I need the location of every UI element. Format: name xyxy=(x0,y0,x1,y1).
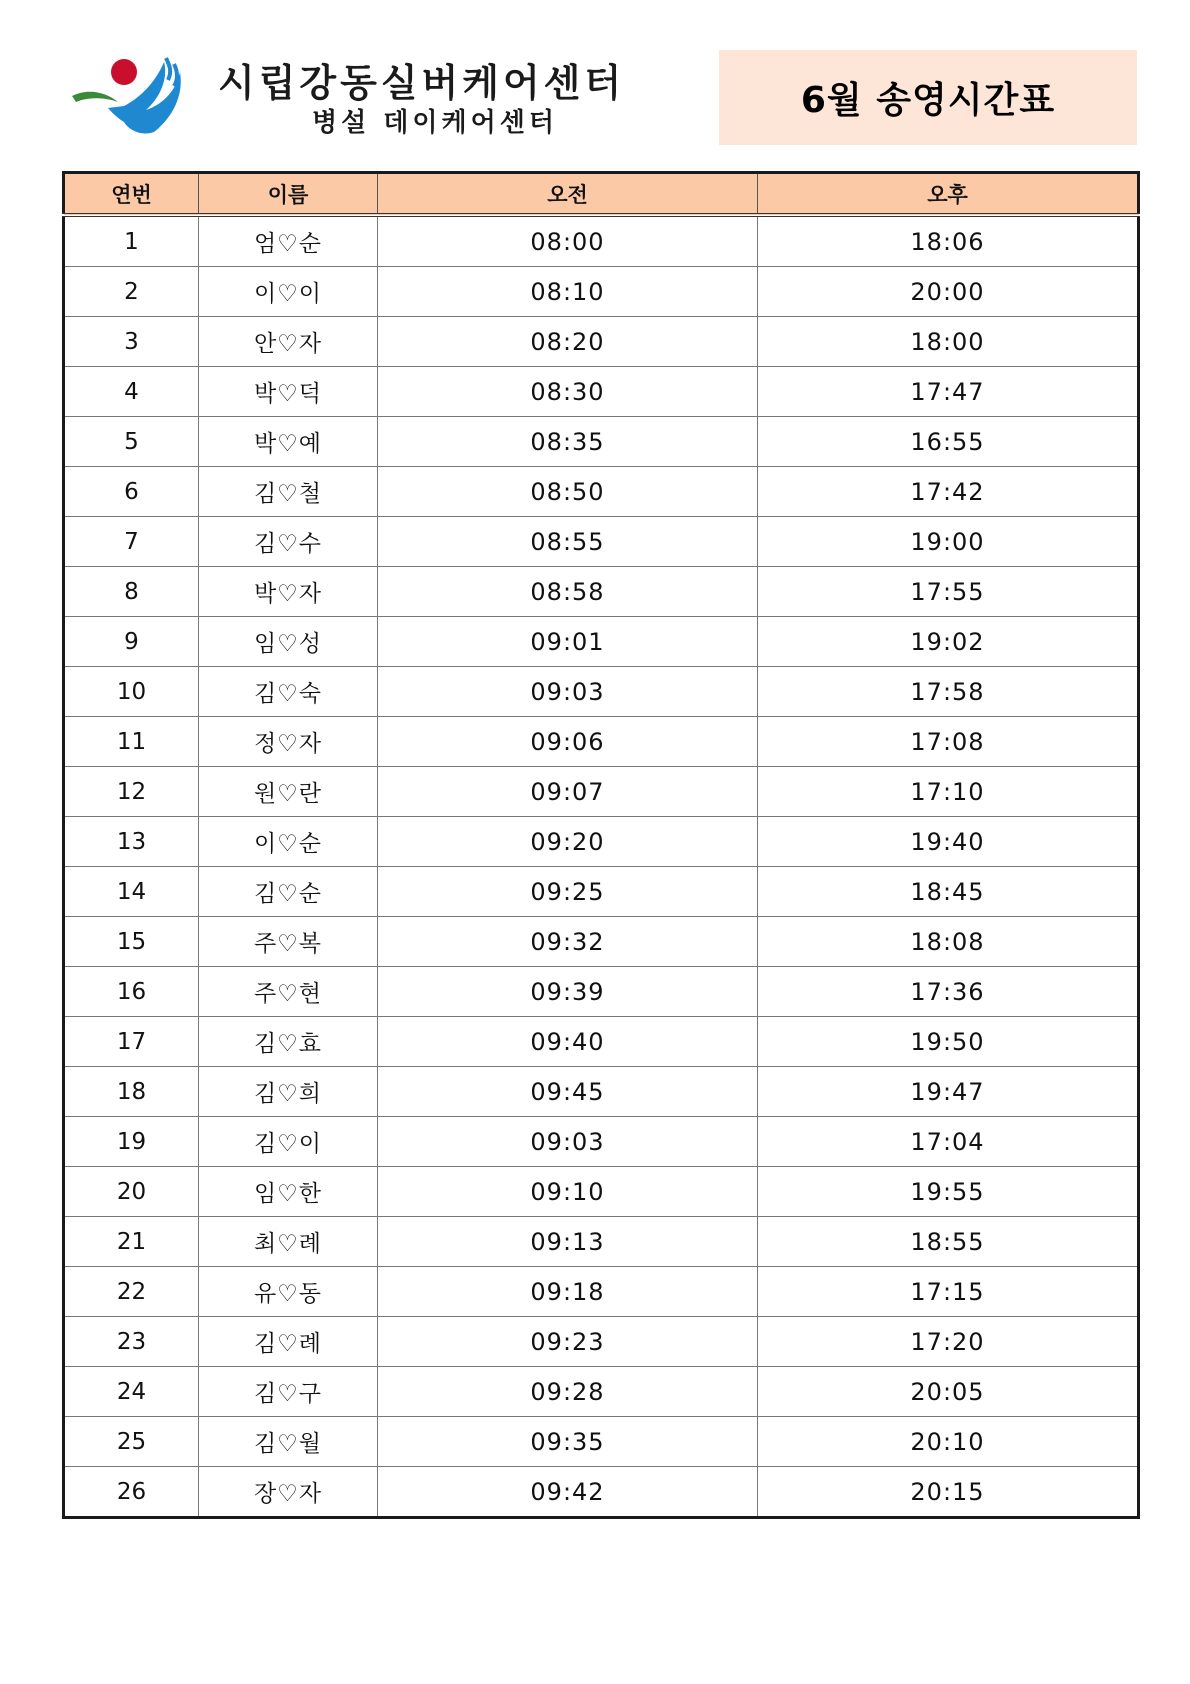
table-row xyxy=(64,817,1139,867)
morning-time: 09:03 xyxy=(378,667,758,717)
morning-time: 09:18 xyxy=(378,1267,758,1317)
table-row xyxy=(64,1067,1139,1117)
table-row xyxy=(64,667,1139,717)
person-name: 김♡효 xyxy=(199,1017,378,1067)
afternoon-time: 17:15 xyxy=(758,1267,1139,1317)
morning-time: 08:10 xyxy=(378,267,758,317)
afternoon-time: 18:00 xyxy=(758,317,1139,367)
row-number: 22 xyxy=(64,1267,199,1317)
table-row xyxy=(64,1267,1139,1317)
row-number: 5 xyxy=(64,417,199,467)
person-name: 장♡자 xyxy=(199,1467,378,1518)
row-number: 18 xyxy=(64,1067,199,1117)
afternoon-time: 17:42 xyxy=(758,467,1139,517)
table-row xyxy=(64,367,1139,417)
afternoon-time: 18:55 xyxy=(758,1217,1139,1267)
table-row xyxy=(64,317,1139,367)
table-row xyxy=(64,617,1139,667)
person-name: 임♡한 xyxy=(199,1167,378,1217)
person-name: 김♡순 xyxy=(199,867,378,917)
morning-time: 09:25 xyxy=(378,867,758,917)
row-number: 7 xyxy=(64,517,199,567)
person-name: 김♡철 xyxy=(199,467,378,517)
morning-time: 08:30 xyxy=(378,367,758,417)
table-row xyxy=(64,1417,1139,1467)
person-name: 박♡덕 xyxy=(199,367,378,417)
morning-time: 09:35 xyxy=(378,1417,758,1467)
column-header-morning: 오전 xyxy=(378,173,758,216)
center-name: 시립강동실버케어센터 xyxy=(218,61,626,105)
row-number: 9 xyxy=(64,617,199,667)
morning-time: 09:13 xyxy=(378,1217,758,1267)
morning-time: 09:42 xyxy=(378,1467,758,1518)
column-header-name: 이름 xyxy=(199,173,378,216)
afternoon-time: 20:00 xyxy=(758,267,1139,317)
row-number: 19 xyxy=(64,1117,199,1167)
person-name: 주♡복 xyxy=(199,917,378,967)
table-row xyxy=(64,917,1139,967)
person-name: 원♡란 xyxy=(199,767,378,817)
row-number: 17 xyxy=(64,1017,199,1067)
row-number: 20 xyxy=(64,1167,199,1217)
table-row xyxy=(64,1167,1139,1217)
person-name: 주♡현 xyxy=(199,967,378,1017)
document-title: 6월 송영시간표 xyxy=(800,80,1056,121)
shuttle-schedule-table xyxy=(62,171,1140,1519)
person-name: 박♡예 xyxy=(199,417,378,467)
table-row xyxy=(64,1017,1139,1067)
morning-time: 09:23 xyxy=(378,1317,758,1367)
morning-time: 09:40 xyxy=(378,1017,758,1067)
afternoon-time: 18:06 xyxy=(758,215,1139,267)
column-header-number: 연번 xyxy=(64,173,199,216)
afternoon-time: 17:20 xyxy=(758,1317,1139,1367)
afternoon-time: 20:05 xyxy=(758,1367,1139,1417)
afternoon-time: 18:45 xyxy=(758,867,1139,917)
table-row xyxy=(64,1217,1139,1267)
person-name: 안♡자 xyxy=(199,317,378,367)
morning-time: 09:20 xyxy=(378,817,758,867)
table-row xyxy=(64,1367,1139,1417)
morning-time: 09:39 xyxy=(378,967,758,1017)
afternoon-time: 17:55 xyxy=(758,567,1139,617)
table-row xyxy=(64,215,1139,267)
person-name: 정♡자 xyxy=(199,717,378,767)
afternoon-time: 17:10 xyxy=(758,767,1139,817)
person-name: 임♡성 xyxy=(199,617,378,667)
row-number: 15 xyxy=(64,917,199,967)
row-number: 21 xyxy=(64,1217,199,1267)
table-body xyxy=(64,215,1139,1518)
table-row xyxy=(64,267,1139,317)
morning-time: 09:32 xyxy=(378,917,758,967)
row-number: 14 xyxy=(64,867,199,917)
person-name: 김♡례 xyxy=(199,1317,378,1367)
center-subtitle: 병설 데이케어센터 xyxy=(312,108,558,138)
morning-time: 09:28 xyxy=(378,1367,758,1417)
afternoon-time: 19:47 xyxy=(758,1067,1139,1117)
afternoon-time: 17:08 xyxy=(758,717,1139,767)
title-box xyxy=(719,50,1137,145)
table-header-row xyxy=(64,173,1139,216)
person-name: 이♡이 xyxy=(199,267,378,317)
row-number: 8 xyxy=(64,567,199,617)
table-row xyxy=(64,767,1139,817)
afternoon-time: 20:10 xyxy=(758,1417,1139,1467)
table-row xyxy=(64,967,1139,1017)
morning-time: 09:45 xyxy=(378,1067,758,1117)
row-number: 13 xyxy=(64,817,199,867)
afternoon-time: 18:08 xyxy=(758,917,1139,967)
table-row xyxy=(64,417,1139,467)
person-name: 김♡숙 xyxy=(199,667,378,717)
row-number: 12 xyxy=(64,767,199,817)
morning-time: 08:35 xyxy=(378,417,758,467)
row-number: 16 xyxy=(64,967,199,1017)
person-name: 김♡수 xyxy=(199,517,378,567)
afternoon-time: 19:40 xyxy=(758,817,1139,867)
row-number: 26 xyxy=(64,1467,199,1518)
table-row xyxy=(64,1317,1139,1367)
morning-time: 09:10 xyxy=(378,1167,758,1217)
person-name: 이♡순 xyxy=(199,817,378,867)
column-header-afternoon: 오후 xyxy=(758,173,1139,216)
row-number: 25 xyxy=(64,1417,199,1467)
row-number: 3 xyxy=(64,317,199,367)
person-name: 김♡희 xyxy=(199,1067,378,1117)
morning-time: 09:03 xyxy=(378,1117,758,1167)
afternoon-time: 19:50 xyxy=(758,1017,1139,1067)
person-name: 박♡자 xyxy=(199,567,378,617)
morning-time: 09:07 xyxy=(378,767,758,817)
person-name: 유♡동 xyxy=(199,1267,378,1317)
afternoon-time: 17:47 xyxy=(758,367,1139,417)
table-row xyxy=(64,567,1139,617)
row-number: 11 xyxy=(64,717,199,767)
afternoon-time: 19:02 xyxy=(758,617,1139,667)
table-row xyxy=(64,467,1139,517)
row-number: 2 xyxy=(64,267,199,317)
row-number: 10 xyxy=(64,667,199,717)
afternoon-time: 19:00 xyxy=(758,517,1139,567)
morning-time: 09:06 xyxy=(378,717,758,767)
table-row xyxy=(64,717,1139,767)
morning-time: 08:58 xyxy=(378,567,758,617)
row-number: 23 xyxy=(64,1317,199,1367)
afternoon-time: 17:36 xyxy=(758,967,1139,1017)
morning-time: 09:01 xyxy=(378,617,758,667)
morning-time: 08:55 xyxy=(378,517,758,567)
table-row xyxy=(64,867,1139,917)
afternoon-time: 17:04 xyxy=(758,1117,1139,1167)
person-name: 김♡월 xyxy=(199,1417,378,1467)
morning-time: 08:00 xyxy=(378,215,758,267)
table-row xyxy=(64,1117,1139,1167)
row-number: 24 xyxy=(64,1367,199,1417)
morning-time: 08:50 xyxy=(378,467,758,517)
afternoon-time: 19:55 xyxy=(758,1167,1139,1217)
person-name: 김♡구 xyxy=(199,1367,378,1417)
document-header xyxy=(0,0,1190,160)
table-row xyxy=(64,517,1139,567)
row-number: 6 xyxy=(64,467,199,517)
afternoon-time: 17:58 xyxy=(758,667,1139,717)
afternoon-time: 20:15 xyxy=(758,1467,1139,1518)
person-name: 엄♡순 xyxy=(199,215,378,267)
table-row xyxy=(64,1467,1139,1518)
row-number: 4 xyxy=(64,367,199,417)
person-name: 최♡례 xyxy=(199,1217,378,1267)
morning-time: 08:20 xyxy=(378,317,758,367)
person-name: 김♡이 xyxy=(199,1117,378,1167)
row-number: 1 xyxy=(64,215,199,267)
center-logo-icon xyxy=(68,52,186,142)
afternoon-time: 16:55 xyxy=(758,417,1139,467)
